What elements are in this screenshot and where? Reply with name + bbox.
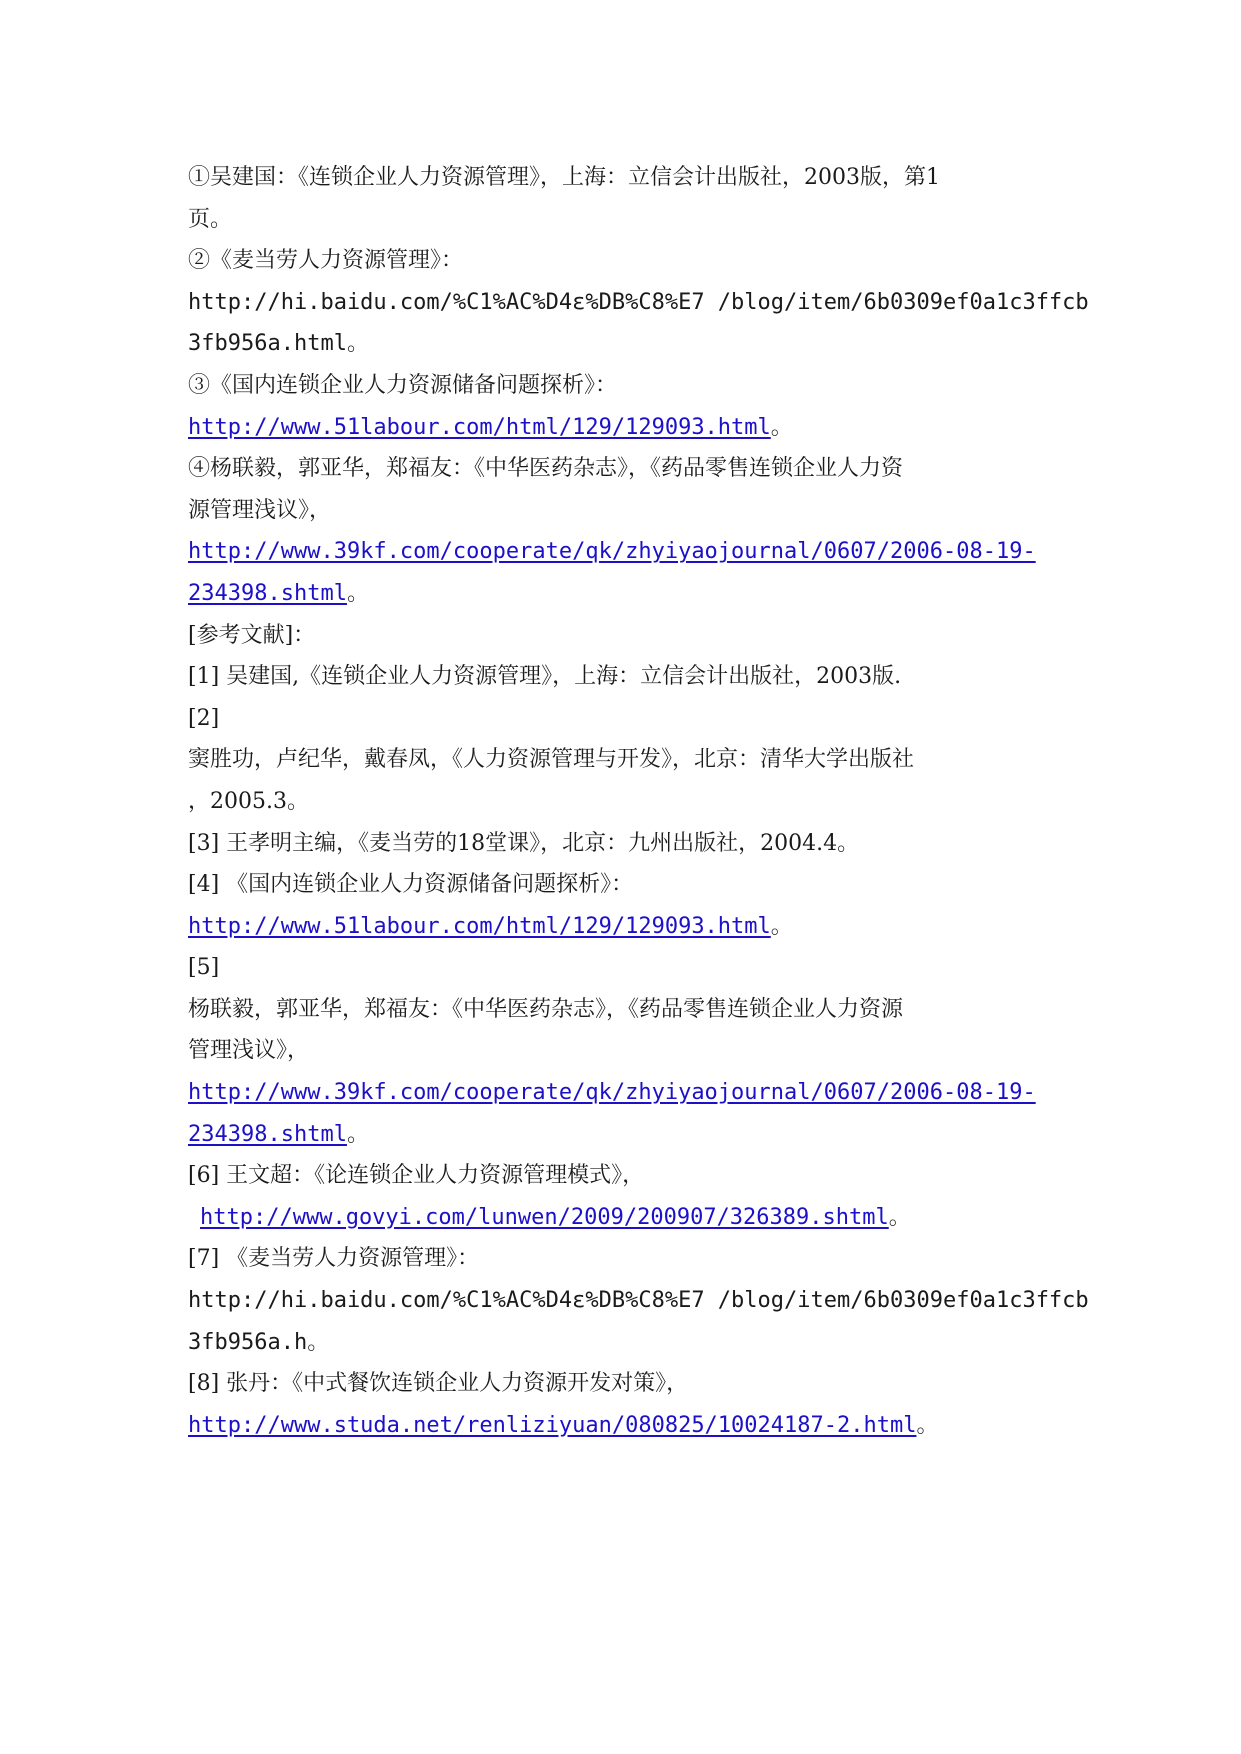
- document-body: [188, 157, 1089, 1446]
- footnote-4-url-line-2: [188, 573, 1058, 615]
- footnote-1-line-1: ①吴建国：《连锁企业人力资源管理》，上海：立信会计出版社，2003版，第1: [188, 165, 940, 190]
- footnote-4-url-line-1: [188, 531, 1058, 573]
- footnote-4-url-link-part-2[interactable]: 234398.shtml: [188, 580, 347, 606]
- references-heading: [参考文献]：: [188, 622, 316, 648]
- reference-5-url-link-part-1[interactable]: http://www.39kf.com/cooperate/qk/zhyiyaojournal/0607/2006-08-19-: [188, 1080, 1036, 1106]
- reference-5-number: [5]: [188, 955, 220, 981]
- reference-3: [3] 王孝明主编，《麦当劳的18堂课》，北京：九州出版社，2004.4。: [188, 830, 860, 856]
- reference-6-url-line: [188, 1197, 1058, 1239]
- reference-4-title: [4] 《国内连锁企业人力资源储备问题探析》：: [188, 872, 634, 898]
- reference-2-number: [2]: [188, 705, 220, 731]
- reference-4-url-line: [188, 906, 1058, 948]
- reference-8-url-line: [188, 1405, 1058, 1447]
- reference-4-url-suffix: 。: [770, 913, 793, 939]
- reference-5-line-1: 杨联毅，郭亚华，郑福友：《中华医药杂志》，《药品零售连锁企业人力资源: [188, 996, 904, 1022]
- footnote-4-url-suffix: 。: [346, 580, 369, 606]
- footnote-2-url-line-2: 3fb956a.html。: [188, 331, 369, 357]
- footnote-3-url-link[interactable]: http://www.51labour.com/html/129/129093.html: [188, 414, 771, 440]
- reference-6-url-link[interactable]: http://www.govyi.com/lunwen/2009/200907/326389.shtml: [200, 1204, 889, 1230]
- footnote-4-line-2: 源管理浅议》，: [188, 497, 332, 523]
- reference-2-line-2: ，2005.3。: [188, 788, 309, 814]
- reference-5-url-suffix: 。: [346, 1121, 369, 1147]
- footnote-3-url-suffix: 。: [770, 414, 793, 440]
- reference-8-url-link[interactable]: http://www.studa.net/renliziyuan/080825/10024187-2.html: [188, 1412, 917, 1438]
- reference-5-url-line-1: [188, 1072, 1058, 1114]
- reference-5-line-2: 管理浅议》，: [188, 1038, 310, 1064]
- footnote-2-title: ②《麦当劳人力资源管理》：: [188, 248, 464, 274]
- reference-7-url-line-1: http://hi.baidu.com/%C1%AC%D4ε%DB%C8%E7 /blog/item/6b0309ef0a1c3ffcb: [188, 1288, 1089, 1314]
- reference-5-url-line-2: [188, 1114, 1058, 1156]
- footnote-4-url-link-part-1[interactable]: http://www.39kf.com/cooperate/qk/zhyiyaojournal/0607/2006-08-19-: [188, 539, 1036, 565]
- reference-8-title: [8] 张丹：《中式餐饮连锁企业人力资源开发对策》，: [188, 1371, 689, 1397]
- reference-2-line-1: 窦胜功，卢纪华，戴春凤，《人力资源管理与开发》，北京：清华大学出版社: [188, 747, 915, 773]
- reference-4-url-link[interactable]: http://www.51labour.com/html/129/129093.html: [188, 913, 771, 939]
- footnote-2-url-line-1: http://hi.baidu.com/%C1%AC%D4ε%DB%C8%E7 /blog/item/6b0309ef0a1c3ffcb: [188, 289, 1089, 315]
- footnote-1-line-2: 页。: [188, 206, 233, 232]
- reference-1: [1] 吴建国,《连锁企业人力资源管理》，上海：立信会计出版社，2003版.: [188, 664, 902, 690]
- reference-7-title: [7] 《麦当劳人力资源管理》：: [188, 1246, 480, 1272]
- reference-8-url-suffix: 。: [916, 1412, 939, 1438]
- reference-6-url-suffix: 。: [888, 1204, 911, 1230]
- footnote-3-url-line: [188, 407, 1058, 449]
- reference-6-title: [6] 王文超：《论连锁企业人力资源管理模式》，: [188, 1163, 645, 1189]
- reference-5-url-link-part-2[interactable]: 234398.shtml: [188, 1121, 347, 1147]
- footnote-3-title: ③《国内连锁企业人力资源储备问题探析》：: [188, 372, 618, 398]
- footnote-4-line-1: ④杨联毅，郭亚华，郑福友：《中华医药杂志》，《药品零售连锁企业人力资: [188, 456, 904, 482]
- reference-7-url-line-2: 3fb956a.h。: [188, 1329, 330, 1355]
